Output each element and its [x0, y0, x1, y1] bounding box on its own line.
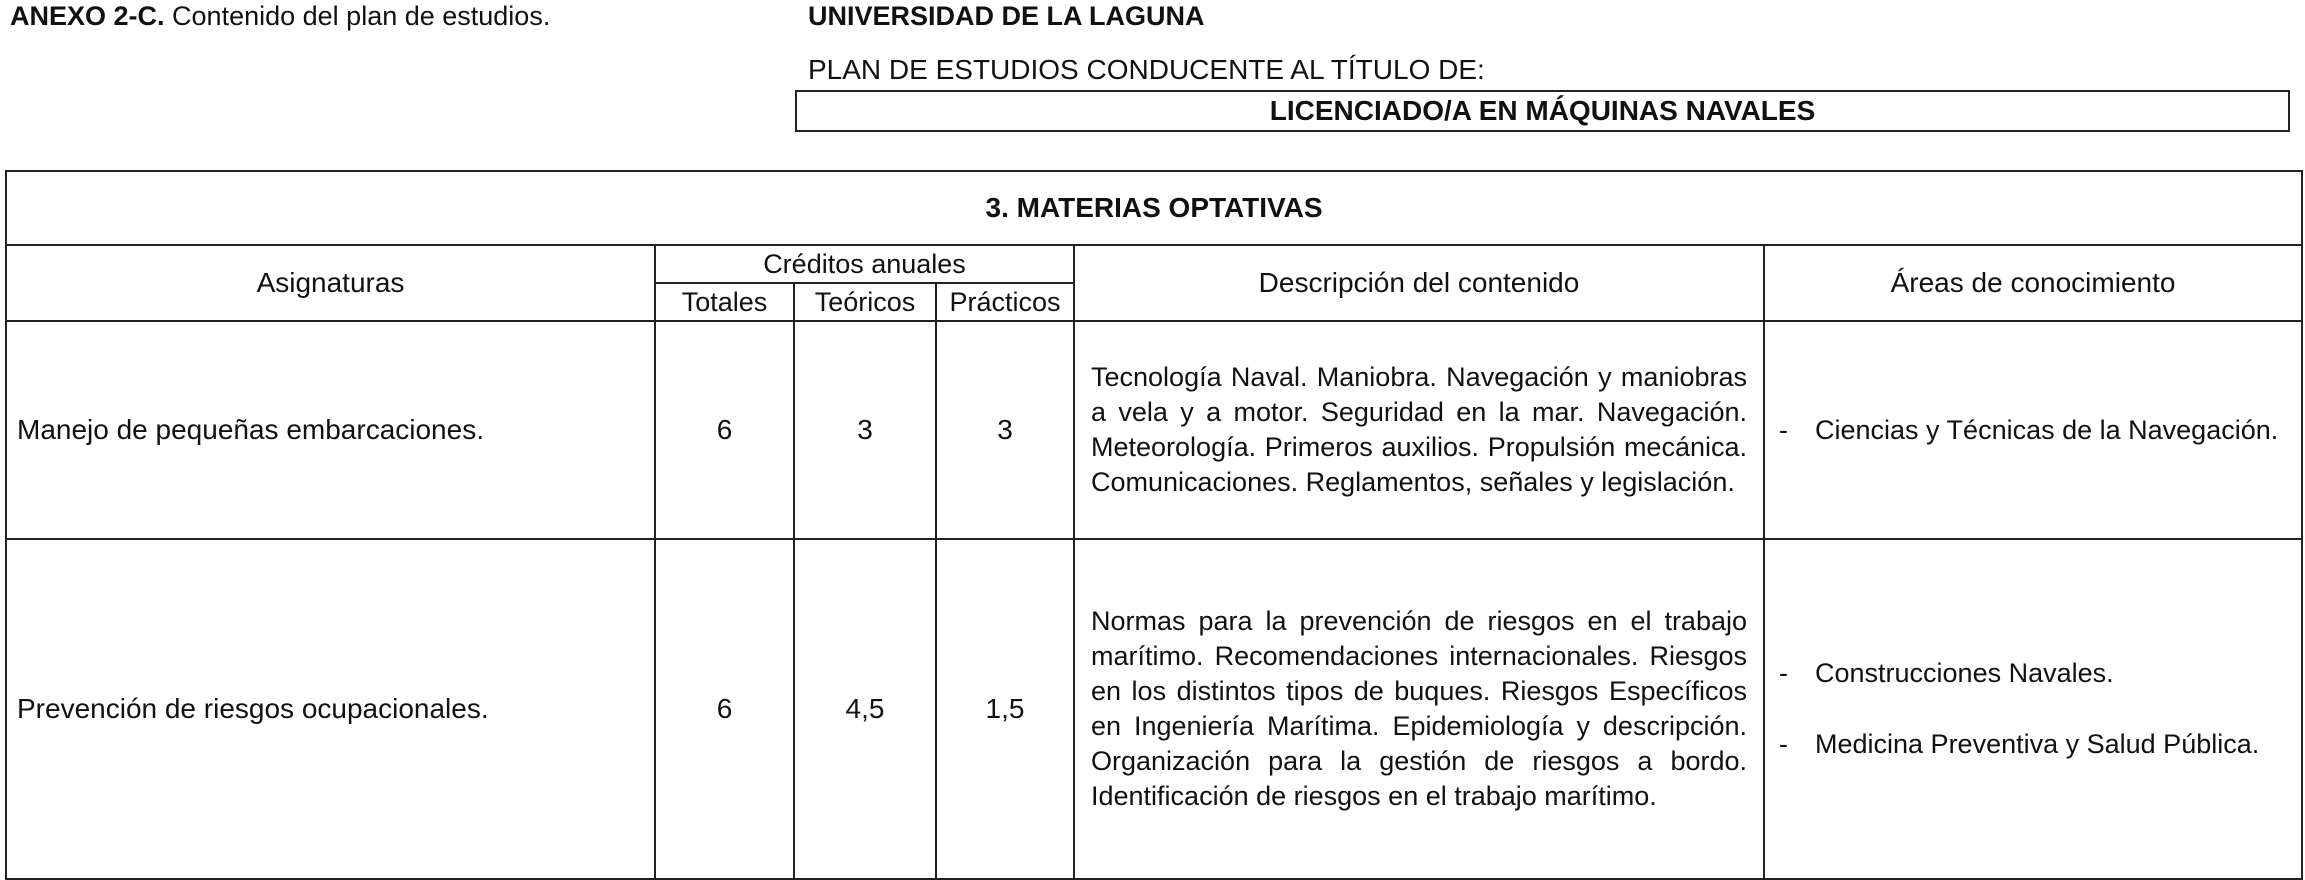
area-label: Medicina Preventiva y Salud Pública.: [1815, 729, 2260, 759]
header-asignaturas: Asignaturas: [6, 245, 655, 321]
header-totales: Totales: [655, 283, 794, 321]
plan-text: PLAN DE ESTUDIOS CONDUCENTE AL TÍTULO DE:: [808, 54, 1485, 85]
area-label: Ciencias y Técnicas de la Navegación.: [1815, 414, 2279, 445]
credits-theory: 3: [794, 321, 936, 539]
subject-name: Prevención de riesgos ocupacionales.: [6, 539, 655, 879]
area-item: - Construcciones Navales.: [1779, 656, 2293, 691]
area-item: - Medicina Preventiva y Salud Pública.: [1779, 727, 2293, 762]
university-name: UNIVERSIDAD DE LA LAGUNA: [808, 1, 1205, 31]
table-row: [6, 539, 2302, 879]
credits-theory: 4,5: [794, 539, 936, 879]
degree-title: LICENCIADO/A EN MÁQUINAS NAVALES: [795, 90, 2290, 132]
header-practicos: Prácticos: [936, 283, 1074, 321]
credits-total: 6: [655, 539, 794, 879]
annex-heading: [10, 0, 550, 32]
annex-label: ANEXO 2-C.: [10, 1, 165, 31]
content-description: Tecnología Naval. Maniobra. Navegación y maniobras a vela y a motor. Seguridad en la mar. Navegación. Meteorología. Primeros auxilios. Propulsión mecánica. Comunicaciones. Reglamentos, señales y legislación.: [1074, 321, 1764, 539]
content-description: Normas para la prevención de riesgos en el trabajo marítimo. Recomendaciones internacionales. Riesgos en los distintos tipos de buques. Riesgos Específicos en Ingeniería Marítima. Epidemiología y descripción. Organización para la gestión de riesgos a bordo. Identificación de riesgos en el trabajo marítimo.: [1074, 539, 1764, 879]
header-descripcion: Descripción del contenido: [1074, 245, 1764, 321]
area-label: Construcciones Navales.: [1815, 658, 2114, 688]
table-title: 3. MATERIAS OPTATIVAS: [6, 171, 2302, 245]
header-creditos: Créditos anuales: [655, 245, 1074, 283]
knowledge-areas: [1764, 539, 2302, 879]
optional-subjects-table: [5, 170, 2303, 880]
credits-total: 6: [655, 321, 794, 539]
subject-name: Manejo de pequeñas embarcaciones.: [6, 321, 655, 539]
header-areas: Áreas de conocimiento: [1764, 245, 2302, 321]
header-teoricos: Teóricos: [794, 283, 936, 321]
table-row: [6, 321, 2302, 539]
annex-text: Contenido del plan de estudios.: [172, 1, 551, 31]
credits-practice: 3: [936, 321, 1074, 539]
credits-practice: 1,5: [936, 539, 1074, 879]
area-item: - Ciencias y Técnicas de la Navegación.: [1779, 413, 2293, 448]
knowledge-areas: [1764, 321, 2302, 539]
